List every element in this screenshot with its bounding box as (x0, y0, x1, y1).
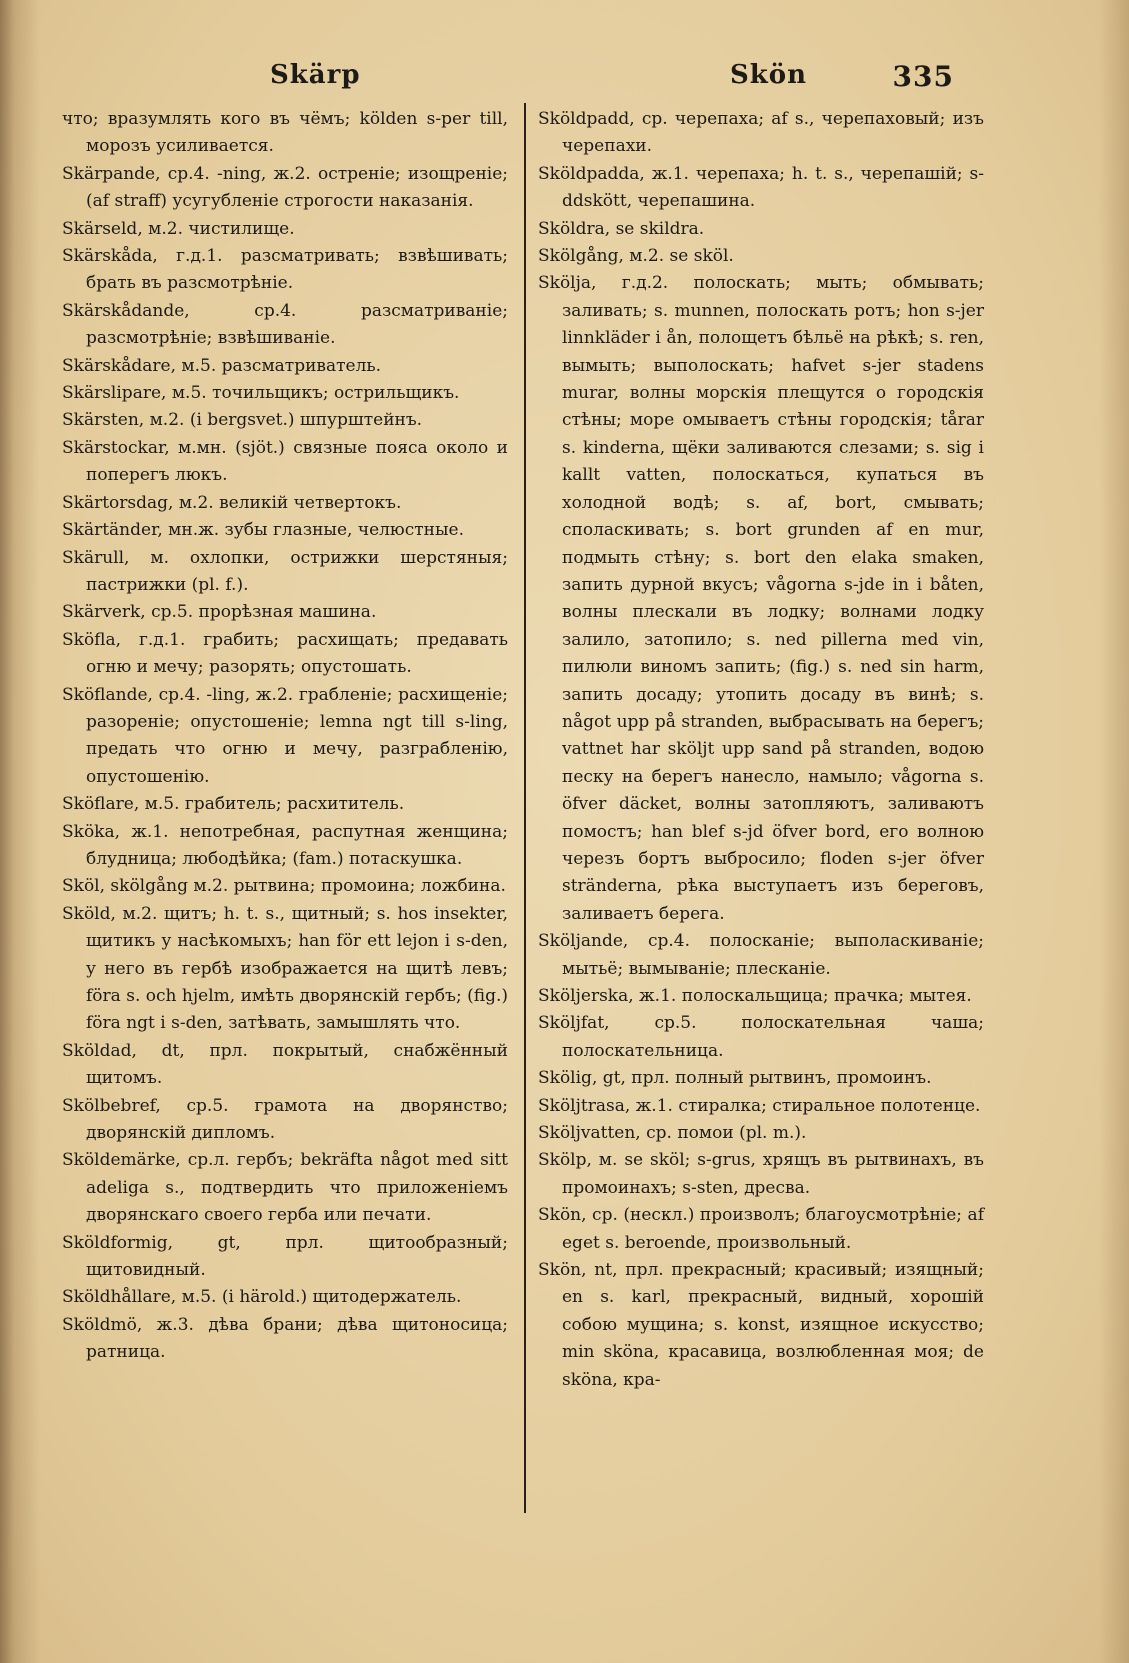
dictionary-entry: Sköldformig, gt, прл. щитообразный; щитовидный. (62, 1232, 508, 1281)
dictionary-entry: Sköljfat, ср.5. полоскательная чаша; полоскательница. (538, 1013, 984, 1061)
dictionary-entry: Sköflare, м.5. грабитель; расхититель. (62, 794, 405, 815)
dictionary-entry: Sköld, м.2. щитъ; h. t. s., щитный; s. hos insekter, щитикъ у насѣкомыхъ; han för ett lejon i s-den, у него въ гербѣ изображается на щитѣ левъ; föra s. och hjelm, имѣть дворянскій гербъ; (fig.) föra ngt i s-den, затѣвать, замышлять что. (62, 903, 508, 1034)
dictionary-entry: Skärskådande, ср.4. разсматриваніе; разсмотрѣніе; взвѣшиваніе. (62, 300, 508, 349)
dictionary-entry: Skärtänder, мн.ж. зубы глазные, челюстные. (62, 520, 464, 541)
dictionary-entry: Skön, nt, прл. прекрасный; красивый; изящный; en s. karl, прекрасный, видный, хорошій собою мущина; s. konst, изящное искусство; min sköna, красавица, возлюбленная моя; de sköna, кра- (538, 1260, 984, 1390)
right-column (538, 106, 984, 1526)
dictionary-entry: Skölp, м. se sköl; s-grus, хрящъ въ рытвинахъ, въ промоинахъ; s-sten, дресва. (538, 1150, 984, 1198)
dictionary-entry: Sköljerska, ж.1. полоскальщица; прачка; мытея. (538, 986, 972, 1006)
dictionary-entry: Sköldhållare, м.5. (i härold.) щитодержатель. (62, 1287, 462, 1308)
column-divider (524, 103, 526, 1513)
dictionary-entry: Sköfla, г.д.1. грабить; расхищать; предавать огню и мечу; разорять; опустошать. (62, 629, 508, 678)
dictionary-entry: Skölja, г.д.2. полоскать; мыть; обмывать; заливать; s. munnen, полоскать ротъ; hon s-jer linnkläder i ån, полощетъ бѣльё на рѣкѣ; s. ren, вымыть; выполоскать; hafvet s-jer stadens murar, волны морскія плещутся о городскія стѣны; море омываетъ стѣны городскія; tårar s. kinderna, щёки заливаются слезами; s. sig i kallt vatten, полоскаться, купаться въ холодной водѣ; s. af, bort, смывать; споласкивать; s. bort grunden af en mur, подмыть стѣну; s. bort den elaka smaken, запить дурной вкусъ; vågorna s-jde in i båten, волны плескали въ лодку; волнами лодку залило, затопило; s. ned pillerna med vin, пилюли виномъ запить; (fig.) s. ned sin harm, запить досаду; утопить досаду въ винѣ; s. något upp på stranden, выбрасывать на берегъ; vattnet har sköljt upp sand på stranden, водою песку на берегъ нанесло, намыло; vågorna s. öfver däcket, волны затопляютъ, заливаютъ помостъ; han blef s-jd öfver bord, его волною черезъ бортъ выбросило; floden s-jer öfver stränderna, рѣка выступаетъ изъ береговъ, заливаетъ берега. (538, 273, 984, 924)
dictionary-entry: Skölgång, м.2. se sköl. (538, 246, 734, 267)
dictionary-entry: Sköldmö, ж.3. дѣва брани; дѣва щитоносица; ратница. (62, 1314, 508, 1363)
dictionary-entry: Sköldra, se skildra. (538, 218, 705, 239)
dictionary-entry: Sköflande, ср.4. -ling, ж.2. грабленіе; расхищеніе; разореніе; опустошеніе; lemna ngt till s-ling, предать что огню и мечу, разграбленію, опустошенію. (62, 684, 508, 787)
dictionary-entry: Skölbebref, ср.5. грамота на дворянство; дворянскій дипломъ. (62, 1095, 508, 1144)
dictionary-entry: что; вразумлять кого въ чёмъ; kölden s-per till, морозъ усиливается. (62, 109, 508, 157)
dictionary-entry: Sköka, ж.1. непотребная, распутная женщина; блудница; любодѣйка; (fam.) потаскушка. (62, 821, 508, 869)
dictionary-entry: Skärverk, ср.5. прорѣзная машина. (62, 602, 377, 623)
dictionary-entry: Sköljvatten, ср. помои (pl. m.). (538, 1123, 807, 1144)
running-header (270, 60, 954, 100)
dictionary-entry: Skärpande, ср.4. -ning, ж.2. остреніе; изощреніе; (af straff) усугубленіе строгости наказанія. (62, 163, 508, 212)
dictionary-entry: Sköldemärke, ср.л. гербъ; bekräfta något med sitt adeliga s., подтвердить что приложеніемъ дворянскаго своего герба или печати. (62, 1150, 508, 1226)
dictionary-entry: Skön, ср. (нескл.) произволъ; благоусмотрѣніе; af eget s. beroende, произвольный. (538, 1205, 984, 1253)
dictionary-entry: Skärsten, м.2. (i bergsvet.) шпурштейнъ. (62, 410, 423, 431)
dictionary-entry: Skärull, м. охлопки, острижки шерстяныя; пастрижки (pl. f.). (62, 547, 508, 595)
dictionary-entry: Skärseld, м.2. чистилище. (62, 218, 295, 239)
left-column (62, 106, 508, 1526)
left-guide-word: Skärp (270, 60, 361, 90)
dictionary-entry: Sköl, skölgång м.2. рытвина; промоина; ложбина. (62, 876, 506, 897)
right-guide-word: Skön (730, 60, 808, 90)
dictionary-entry: Skärstockar, м.мн. (sjöt.) связные пояса около и поперегъ люкъ. (62, 437, 508, 486)
dictionary-entry: Sköldad, dt, прл. покрытый, снабжённый щитомъ. (62, 1040, 508, 1089)
dictionary-entry: Skärskåda, г.д.1. разсматривать; взвѣшивать; брать въ разсмотрѣніе. (62, 246, 508, 294)
dictionary-entry: Skärskådare, м.5. разсматриватель. (62, 355, 382, 376)
dictionary-entry: Sköldpadda, ж.1. черепаха; h. t. s., черепашій; s-ddskött, черепашина. (538, 163, 984, 212)
dictionary-entry: Sköljande, ср.4. полосканіе; выполаскиваніе; мытьё; вымываніе; плесканіе. (538, 931, 984, 979)
dictionary-entry: Sköldpadd, ср. черепаха; af s., черепаховый; изъ черепахи. (538, 109, 984, 157)
dictionary-entry: Sköljtrasa, ж.1. стиралка; стиральное полотенце. (538, 1095, 981, 1116)
dictionary-entry: Skärslipare, м.5. точильщикъ; острильщикъ. (62, 383, 460, 404)
dictionary-entry: Skärtorsdag, м.2. великій четвертокъ. (62, 492, 402, 513)
page-number: 335 (892, 60, 954, 93)
dictionary-entry: Skölig, gt, прл. полный рытвинъ, промоинъ. (538, 1068, 932, 1089)
